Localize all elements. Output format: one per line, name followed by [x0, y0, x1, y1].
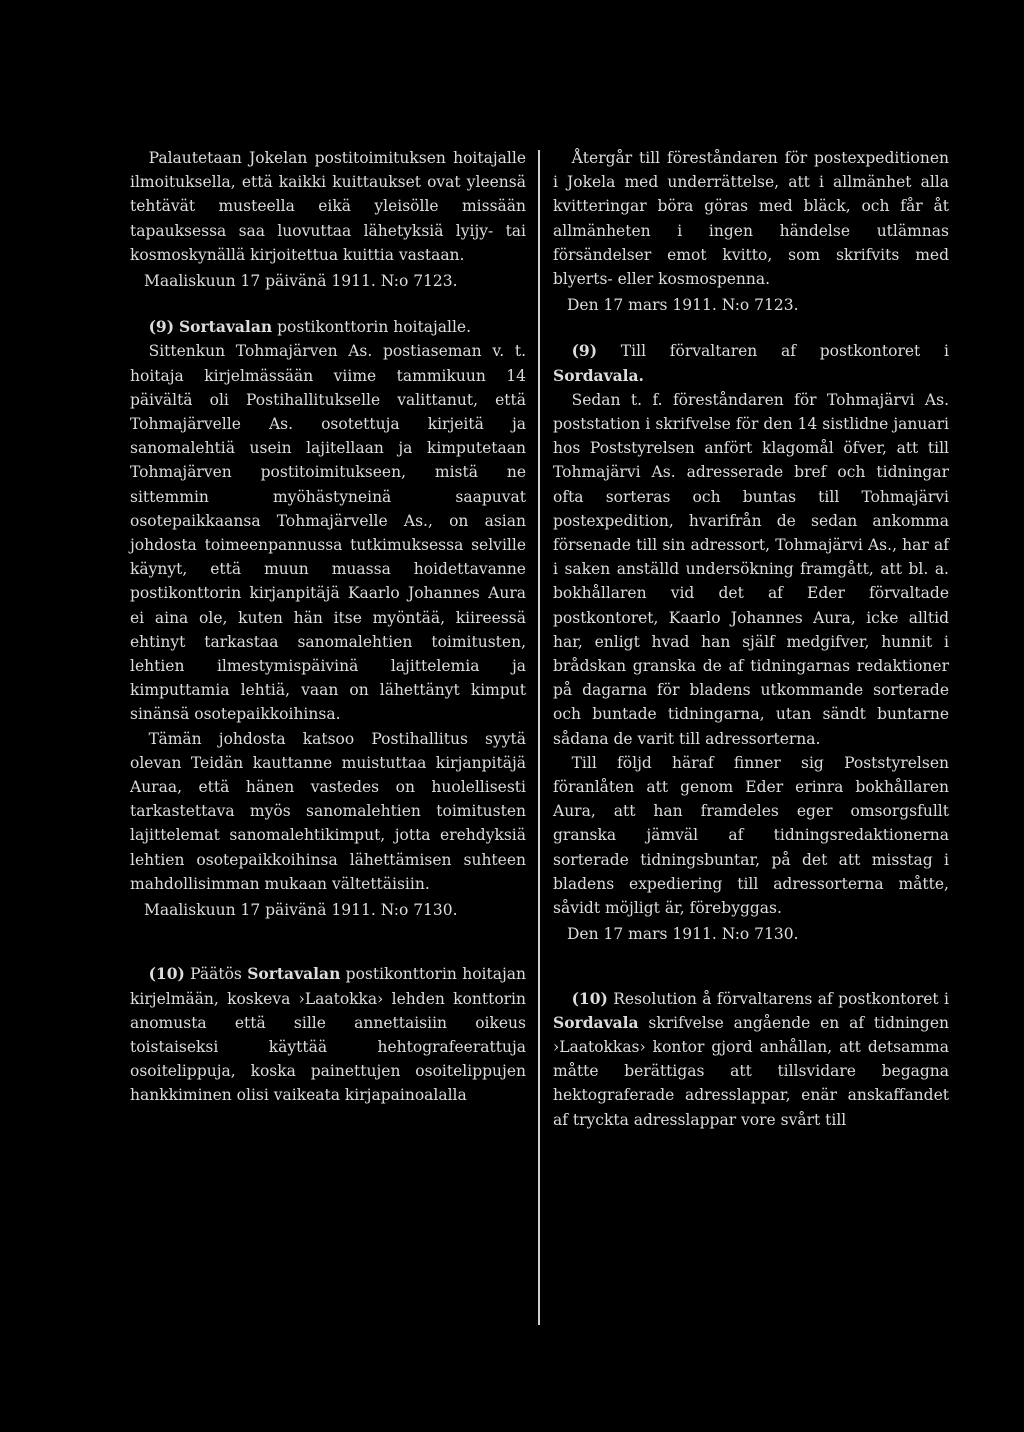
swedish-heading-10 — [553, 987, 949, 1132]
section-number: (9) — [571, 341, 598, 361]
place-name: Sordavala — [553, 1012, 639, 1032]
heading-body: postikonttorin hoitajan kirjelmään, koskeva ›Laatokka› lehden konttorin anomusta että sille annettaisiin oikeus toistaiseksi käyttää hehtografeerattuja osoitelippuja, koska painettujen osoitelippujen hankkiminen olisi vaikeata kirjapainoalalla — [130, 965, 526, 1105]
place-name: Sortavalan — [178, 317, 273, 337]
swedish-column — [553, 146, 949, 1132]
place-name: Sordavala. — [553, 365, 644, 385]
heading-body: skrifvelse angående en af tidningen ›Laatokkas› kontor gjord anhållan, att detsamma måtte berättigas att tillsvidare begagna hektograferade adresslappar, enär anskaffandet af tryckta adresslappar vore svårt till — [553, 1013, 949, 1129]
finnish-paragraph-tohmajarvi: Sittenkun Tohmajärven As. postiaseman v. t. hoitaja kirjelmässään viime tammikuun 14 päivältä oli Postihallitukselle valittanut, että Tohmajärvelle As. osotettuja kirjeitä ja sanomalehtiä usein lajitellaan ja kimputetaan Tohmajärven postitoimitukseen, mistä ne sittemmin myöhästyneinä saapuvat osotepaikkaansa Tohmajärvelle As., on asian johdosta toimeenpannussa tutkimuksessa selville käynyt, että muun muassa hoidettavanne postikonttorin kirjanpitäjä Kaarlo Johannes Aura ei aina ole, kuten hän itse myöntää, kiireessä ehtinyt tarkastaa sanomalehtien toimitusten, lehtien ilmestymispäivinä lajittelemia ja kimputtamia lehtiä, vaan on lähettänyt kimput sinänsä osotepaikkoihinsa. — [130, 342, 526, 724]
finnish-dateline-7123: Maaliskuun 17 päivänä 1911. N:o 7123. — [144, 272, 458, 291]
swedish-dateline-7123: Den 17 mars 1911. N:o 7123. — [567, 296, 799, 315]
section-number: (10) — [571, 988, 608, 1008]
finnish-paragraph-jokela: Palautetaan Jokelan postitoimituksen hoitajalle ilmoituksella, että kaikki kuittaukset ovat yleensä tehtävät musteella eikä yleisölle missään tapauksessa saa luovuttaa lähetyksiä lyijy- tai kosmoskynällä kirjoitettua kuittia vastaan. — [130, 149, 526, 264]
swedish-paragraph-reminder: Till följd häraf finner sig Poststyrelsen föranlåten att genom Eder erinra bokhållaren Aura, att han framdeles eger omsorgsfullt granska jämväl af tidningsredaktionerna sorterade tidningsbuntar, på det att misstag i bladens expediering till adressorterna måtte, såvidt möjligt är, förebyggas. — [553, 753, 949, 918]
section-number: (9) — [148, 317, 175, 337]
column-divider — [538, 150, 540, 1325]
finnish-column — [130, 146, 526, 1108]
heading-text: Till förvaltaren af postkontoret i — [597, 342, 949, 361]
finnish-paragraph-reminder: Tämän johdosta katsoo Postihallitus syytä olevan Teidän kauttanne muistuttaa kirjanpitäjä Auraa, että hänen vastedes on huolellisesti tarkastettava myös sanomalehtien toimitusten lajittelemat sanomalehtikimput, jotta erehdyksiä lehtien osotepaikkoihinsa lähettämisen suhteen mahdollisimman mukaan vältettäisiin. — [130, 729, 526, 893]
swedish-heading-9 — [553, 339, 949, 387]
swedish-dateline-7130: Den 17 mars 1911. N:o 7130. — [567, 925, 799, 944]
heading-text: Resolution å förvaltarens af postkontoret i — [607, 989, 949, 1008]
finnish-heading-10 — [130, 962, 526, 1107]
swedish-paragraph-jokela: Återgår till föreståndaren för postexpeditionen i Jokela med underrättelse, att i allmänhet alla kvitteringar böra göras med bläck, och får åt allmänheten i ingen händelse utlämnas försändelser emot kvitto, som skrifvits med blyerts- eller kosmospenna. — [553, 149, 949, 289]
heading-text: postikonttorin hoitajalle. — [272, 318, 472, 337]
place-name: Sortavalan — [247, 964, 341, 984]
section-number: (10) — [148, 964, 185, 984]
heading-text: Päätös — [184, 965, 248, 984]
swedish-paragraph-tohmajarvi: Sedan t. f. föreståndaren för Tohmajärvi As. poststation i skrifvelse för den 14 sistlidne januari hos Poststyrelsen anfört klagomål öfver, att till Tohmajärvi As. adresserade bref och tidningar ofta sorteras och buntas till Tohmajärvi postexpedition, hvarifrån de sedan ankomma försenade till sin adressort, Tohmajärvi As., har af i saken anställd undersökning framgått, att bl. a. bokhållaren vid det af Eder förvaltade postkontoret, Kaarlo Johannes Aura, icke alltid har, enligt hvad han själf medgifver, hunnit i brådskan granska de af tidningarnas redaktioner på dagarna för bladens utkommande sorterade och buntade tidningarna, utan sändt buntarne sådana de varit till adressorterna. — [553, 390, 949, 748]
finnish-heading-9 — [130, 315, 526, 339]
finnish-dateline-7130: Maaliskuun 17 päivänä 1911. N:o 7130. — [144, 901, 458, 920]
